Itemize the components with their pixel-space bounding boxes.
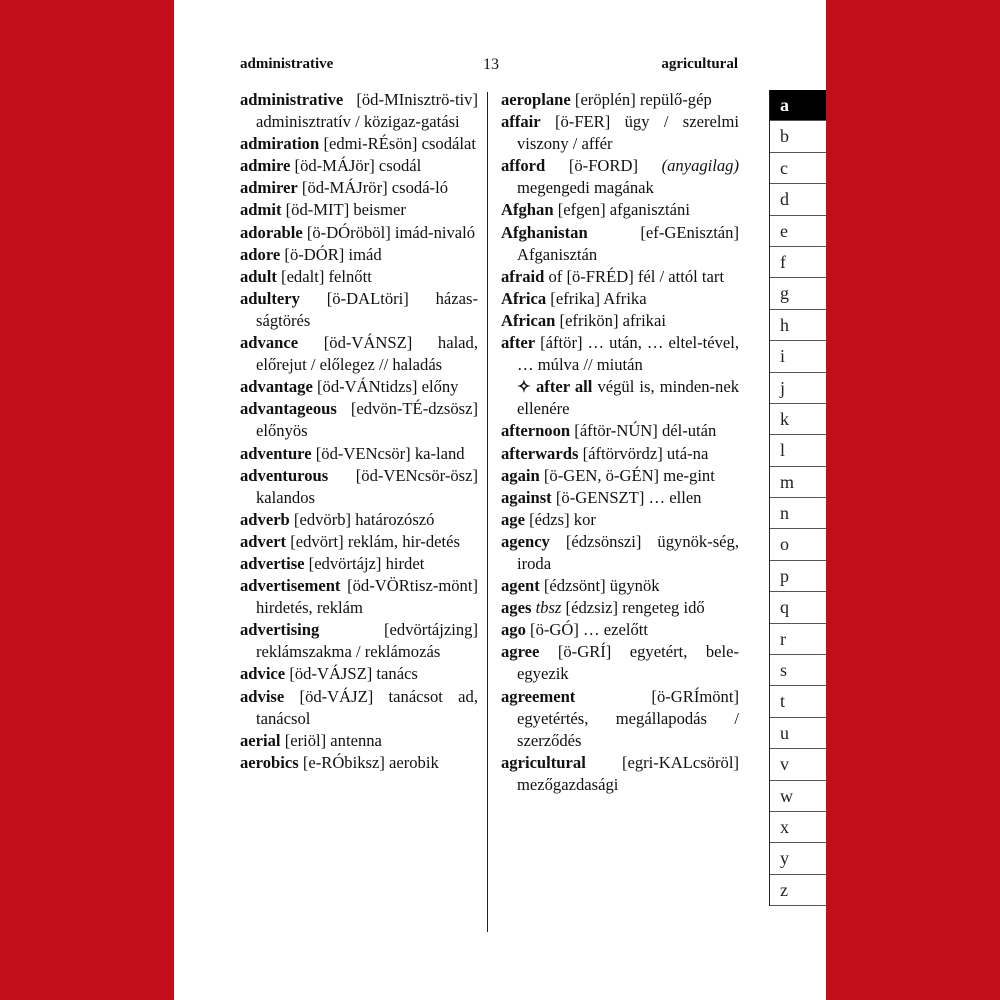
entry-definition: [edvörtájz] hirdet bbox=[304, 553, 425, 573]
headword: advertisement bbox=[240, 576, 341, 596]
headword: advance bbox=[240, 333, 299, 353]
entry-definition: [ö-GEN, ö-GÉN] me-gint bbox=[539, 465, 715, 485]
headword: agent bbox=[501, 576, 540, 596]
headword: affair bbox=[501, 112, 541, 132]
headword: adorable bbox=[240, 222, 303, 242]
alphabet-tab-k[interactable]: k bbox=[770, 404, 826, 435]
dictionary-entry bbox=[501, 199, 739, 221]
dictionary-entry bbox=[501, 310, 739, 332]
headword: adverb bbox=[240, 509, 290, 529]
headword: agreement bbox=[501, 686, 576, 706]
dictionary-entry bbox=[501, 288, 739, 310]
entry-definition: of [ö-FRÉD] fél / attól tart bbox=[544, 266, 725, 286]
dictionary-entry bbox=[501, 155, 739, 199]
entry-definition: [edvört] reklám, hir-detés bbox=[286, 531, 460, 551]
entry-definition: [öd-MInisztrö-tiv] adminisztratív / közigaz-gatási bbox=[256, 90, 478, 132]
headword: aerobics bbox=[240, 752, 299, 772]
entry-definition: [öd-MÁJör] csodál bbox=[290, 156, 422, 176]
headword: adore bbox=[240, 244, 281, 264]
entry-definition: [edmi-RÉsön] csodálat bbox=[319, 134, 476, 154]
dictionary-entry bbox=[501, 332, 739, 376]
entry-definition: [e-RÓbiksz] aerobik bbox=[298, 752, 439, 772]
headword: Afghanistan bbox=[501, 222, 588, 242]
entry-definition: [áftör] … után, … eltel-tével, … múlva // miután bbox=[517, 333, 739, 375]
dictionary-entry bbox=[240, 730, 478, 752]
headword: age bbox=[501, 509, 525, 529]
headword: against bbox=[501, 487, 552, 507]
dictionary-entry bbox=[240, 155, 478, 177]
entry-definition: [ö-FORD] bbox=[545, 156, 662, 176]
alphabet-tab-z[interactable]: z bbox=[770, 875, 826, 906]
alphabet-tab-f[interactable]: f bbox=[770, 247, 826, 278]
dictionary-entry bbox=[240, 752, 478, 774]
headword: advice bbox=[240, 664, 286, 684]
entry-definition: [öd-VÁJZ] tanácsot ad, tanácsol bbox=[256, 686, 478, 728]
dictionary-entry bbox=[501, 89, 739, 111]
entry-definition: [edvörb] határozószó bbox=[289, 509, 435, 529]
dictionary-entry bbox=[240, 686, 478, 730]
alphabet-tab-n[interactable]: n bbox=[770, 498, 826, 529]
headword: after all bbox=[536, 377, 593, 397]
entry-definition: [öd-MÁJrör] csodá-ló bbox=[297, 178, 448, 198]
headword: agricultural bbox=[501, 752, 586, 772]
dictionary-page bbox=[174, 0, 826, 1000]
headword: admirer bbox=[240, 178, 298, 198]
entry-definition: [ö-DALtöri] házas-ságtörés bbox=[256, 288, 478, 330]
headword: adventure bbox=[240, 443, 312, 463]
alphabet-tab-h[interactable]: h bbox=[770, 310, 826, 341]
dictionary-entry bbox=[240, 465, 478, 509]
dictionary-entry bbox=[240, 89, 478, 133]
headword: adult bbox=[240, 266, 277, 286]
alphabet-tab-w[interactable]: w bbox=[770, 781, 826, 812]
dictionary-entry bbox=[501, 376, 739, 420]
alphabet-tab-y[interactable]: y bbox=[770, 843, 826, 874]
dictionary-entry bbox=[501, 420, 739, 442]
header-first-word: administrative bbox=[240, 56, 334, 72]
dictionary-entry bbox=[501, 443, 739, 465]
entry-definition: [eröplén] repülő-gép bbox=[570, 90, 712, 109]
alphabet-tab-c[interactable]: c bbox=[770, 153, 826, 184]
headword: Africa bbox=[501, 288, 547, 308]
dictionary-entry bbox=[240, 222, 478, 244]
headword: adventurous bbox=[240, 465, 329, 485]
alphabet-tab-x[interactable]: x bbox=[770, 812, 826, 843]
alphabet-index bbox=[769, 90, 826, 906]
entry-definition: [öd-MIT] beismer bbox=[281, 200, 406, 220]
alphabet-tab-s[interactable]: s bbox=[770, 655, 826, 686]
dictionary-entry bbox=[501, 487, 739, 509]
dictionary-entry bbox=[501, 641, 739, 685]
headword: adultery bbox=[240, 288, 300, 308]
entry-definition: [egri-KALcsöröl] mezőgazdasági bbox=[517, 752, 739, 794]
alphabet-tab-q[interactable]: q bbox=[770, 592, 826, 623]
dictionary-entry bbox=[240, 266, 478, 288]
headword: administrative bbox=[240, 90, 344, 109]
headword: advertising bbox=[240, 620, 320, 640]
dictionary-entry bbox=[240, 663, 478, 685]
headword: admire bbox=[240, 156, 291, 176]
dictionary-entry bbox=[240, 244, 478, 266]
entry-definition: [édzsönszi] ügynök-ség, iroda bbox=[517, 531, 739, 573]
headword: advantage bbox=[240, 377, 313, 397]
dictionary-entry bbox=[240, 288, 478, 332]
dictionary-entry bbox=[240, 133, 478, 155]
alphabet-tab-g[interactable]: g bbox=[770, 278, 826, 309]
alphabet-tab-m[interactable]: m bbox=[770, 467, 826, 498]
entry-definition: végül is, minden-nek ellenére bbox=[517, 377, 739, 419]
entry-definition: [ö-GRÍ] egyetért, bele-egyezik bbox=[517, 642, 739, 684]
headword: again bbox=[501, 465, 540, 485]
dictionary-entry bbox=[501, 266, 739, 288]
dictionary-entry bbox=[501, 752, 739, 796]
headword: admit bbox=[240, 200, 282, 220]
dictionary-entry bbox=[501, 686, 739, 752]
headword: advertise bbox=[240, 553, 305, 573]
entry-definition: [efrikön] afrikai bbox=[555, 310, 666, 330]
headword: ages bbox=[501, 598, 532, 618]
entry-definition: [edvörtájzing] reklámszakma / reklámozás bbox=[256, 620, 478, 662]
left-column bbox=[240, 89, 478, 774]
dictionary-entry bbox=[240, 199, 478, 221]
entry-definition: [ö-FER] ügy / szerelmi viszony / affér bbox=[517, 112, 739, 154]
headword: after bbox=[501, 333, 536, 353]
alphabet-tab-e[interactable]: e bbox=[770, 216, 826, 247]
entry-definition: [édzsiz] rengeteg idő bbox=[561, 598, 705, 618]
dictionary-entry bbox=[501, 465, 739, 487]
dictionary-entry bbox=[501, 619, 739, 641]
dictionary-entry bbox=[240, 376, 478, 398]
alphabet-tab-l[interactable]: l bbox=[770, 435, 826, 466]
alphabet-tab-v[interactable]: v bbox=[770, 749, 826, 780]
headword: agree bbox=[501, 642, 540, 662]
entry-definition: [öd-VENcsör] ka-land bbox=[311, 443, 465, 463]
headword: ago bbox=[501, 620, 526, 640]
alphabet-tab-j[interactable]: j bbox=[770, 373, 826, 404]
entry-definition: [édzs] kor bbox=[524, 509, 596, 529]
alphabet-tab-p[interactable]: p bbox=[770, 561, 826, 592]
dictionary-entry bbox=[240, 177, 478, 199]
entry-definition: [öd-VÁJSZ] tanács bbox=[285, 664, 418, 684]
entry-definition: [eriöl] antenna bbox=[280, 730, 382, 750]
headword: Afghan bbox=[501, 200, 554, 220]
entry-definition: [ö-DÓR] imád bbox=[280, 244, 382, 264]
entry-definition: [ö-DÓröböl] imád-nivaló bbox=[302, 222, 476, 242]
dictionary-entry bbox=[501, 575, 739, 597]
headword: afraid bbox=[501, 266, 545, 286]
dictionary-entry bbox=[240, 553, 478, 575]
right-column bbox=[501, 89, 739, 796]
dictionary-entry bbox=[240, 398, 478, 442]
entry-definition: [öd-VÖRtisz-mönt] hirdetés, reklám bbox=[256, 576, 478, 618]
alphabet-tab-i[interactable]: i bbox=[770, 341, 826, 372]
grammar-note: tbsz bbox=[531, 598, 562, 618]
headword: agency bbox=[501, 531, 550, 551]
headword: advantageous bbox=[240, 399, 337, 419]
entry-definition-cont: megengedi magának bbox=[517, 178, 654, 198]
entry-definition: [édzsönt] ügynök bbox=[539, 576, 660, 596]
entry-definition: [edalt] felnőtt bbox=[276, 266, 372, 286]
alphabet-tab-r[interactable]: r bbox=[770, 624, 826, 655]
headword: aeroplane bbox=[501, 90, 571, 109]
dictionary-entry bbox=[240, 619, 478, 663]
entry-definition: [ö-GENSZT] … ellen bbox=[551, 487, 702, 507]
alphabet-tab-t[interactable]: t bbox=[770, 686, 826, 717]
entry-definition: [ö-GRÍmönt] egyetértés, megállapodás / szerződés bbox=[517, 686, 739, 750]
dictionary-entry bbox=[240, 332, 478, 376]
alphabet-tab-b[interactable]: b bbox=[770, 121, 826, 152]
dictionary-entry bbox=[501, 111, 739, 155]
dictionary-entry bbox=[240, 575, 478, 619]
headword: afford bbox=[501, 156, 546, 176]
entry-definition: [efrika] Afrika bbox=[546, 288, 647, 308]
dictionary-entry bbox=[501, 509, 739, 531]
headword: afterwards bbox=[501, 443, 579, 463]
entry-definition: [áftör-NÚN] dél-után bbox=[570, 421, 717, 441]
dictionary-entry bbox=[501, 531, 739, 575]
alphabet-tab-a[interactable]: a bbox=[770, 90, 826, 121]
dictionary-entry bbox=[501, 222, 739, 266]
dictionary-entry bbox=[501, 597, 739, 619]
headword: aerial bbox=[240, 730, 281, 750]
header-last-word: agricultural bbox=[661, 56, 738, 72]
entry-definition: [öd-VÁNtidzs] előny bbox=[312, 377, 459, 397]
dictionary-entry bbox=[240, 531, 478, 553]
headword: advert bbox=[240, 531, 287, 551]
entry-definition: [efgen] afganisztáni bbox=[553, 200, 690, 220]
entry-definition: [áftörvördz] utá-na bbox=[578, 443, 709, 463]
idiom-marker: ✧ bbox=[517, 377, 536, 397]
dictionary-entry bbox=[240, 443, 478, 465]
alphabet-tab-o[interactable]: o bbox=[770, 529, 826, 560]
alphabet-tab-u[interactable]: u bbox=[770, 718, 826, 749]
entry-definition: [öd-VENcsör-ösz] kalandos bbox=[256, 465, 478, 507]
usage-note: (anyagilag) bbox=[661, 156, 739, 176]
column-divider bbox=[487, 92, 488, 932]
dictionary-entry bbox=[240, 509, 478, 531]
entry-definition: [öd-VÁNSZ] halad, előrejut / előlegez // haladás bbox=[256, 333, 478, 375]
entry-definition: [ef-GEnisztán] Afganisztán bbox=[517, 222, 739, 264]
headword: African bbox=[501, 310, 556, 330]
alphabet-tab-d[interactable]: d bbox=[770, 184, 826, 215]
headword: afternoon bbox=[501, 421, 571, 441]
entry-definition: [ö-GÓ] … ezelőtt bbox=[525, 620, 648, 640]
headword: advise bbox=[240, 686, 285, 706]
page-number: 13 bbox=[483, 56, 499, 73]
headword: admiration bbox=[240, 134, 320, 154]
entry-definition: [edvön-TÉ-dzsösz] előnyös bbox=[256, 399, 478, 441]
